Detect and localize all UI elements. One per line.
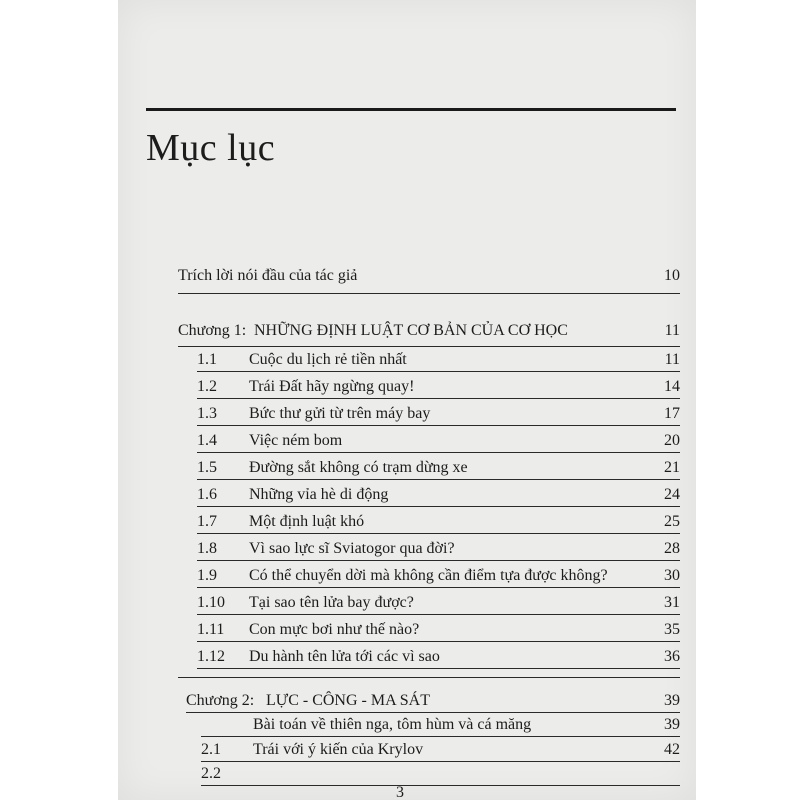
toc-entry-title: Bức thư gửi từ trên máy bay <box>249 405 431 422</box>
toc-entry <box>197 402 680 426</box>
toc-entry-number: 1.5 <box>197 459 217 476</box>
separator-line <box>197 398 680 399</box>
toc-entry <box>197 564 680 588</box>
toc-entry-number: 1.4 <box>197 432 217 449</box>
chapter-title: NHỮNG ĐỊNH LUẬT CƠ BẢN CỦA CƠ HỌC <box>254 322 568 339</box>
toc-entry-number: 1.3 <box>197 405 217 422</box>
toc-entry <box>197 483 680 507</box>
separator-line <box>178 677 680 678</box>
toc-entry-title: Có thể chuyển dời mà không cần điểm tựa được không? <box>249 567 608 584</box>
toc-entry-number: 1.9 <box>197 567 217 584</box>
toc-entry-number: 2.1 <box>201 741 221 758</box>
toc-entry-page: 20 <box>664 432 680 449</box>
toc-entry-title: Trích lời nói đầu của tác giả <box>178 267 358 284</box>
toc-entry-page: 11 <box>664 351 680 368</box>
page-number: 3 <box>396 784 404 801</box>
toc-entry <box>197 348 680 372</box>
toc-chapter-2 <box>186 689 680 713</box>
toc-entry <box>197 537 680 561</box>
separator-line <box>201 736 680 737</box>
toc-entry-number: 1.7 <box>197 513 217 530</box>
bleed-through-text <box>118 0 696 800</box>
page-title: Mục lục <box>146 127 276 169</box>
toc-entry-title: Con mực bơi như thế nào? <box>249 621 420 638</box>
toc-entry-page: 28 <box>664 540 680 557</box>
separator-line <box>197 641 680 642</box>
toc-entry-title: Một định luật khó <box>249 513 365 530</box>
toc-entry-number: 1.6 <box>197 486 217 503</box>
separator-line <box>197 587 680 588</box>
chapter-title: LỰC - CÔNG - MA SÁT <box>266 692 430 709</box>
toc-entry-page: 35 <box>664 621 680 638</box>
separator-line <box>197 452 680 453</box>
separator-line <box>197 479 680 480</box>
separator-line <box>197 506 680 507</box>
toc-entry-title: Đường sắt không có trạm dừng xe <box>249 459 468 476</box>
toc-entry <box>197 645 680 669</box>
toc-entry-page: 31 <box>664 594 680 611</box>
toc-entry-number: 2.2 <box>201 765 221 782</box>
toc-entry-foreword <box>178 264 680 288</box>
chapter-label: Chương 2: <box>186 692 255 709</box>
toc-entry <box>197 591 680 615</box>
book-page <box>118 0 696 800</box>
separator-line <box>197 560 680 561</box>
toc-entry <box>197 375 680 399</box>
chapter-page: 11 <box>664 322 680 339</box>
toc-entry <box>197 429 680 453</box>
separator-line <box>197 668 680 669</box>
toc-entry-title: Những vỉa hè di động <box>249 486 389 503</box>
toc-entry <box>201 738 680 762</box>
header-rule <box>146 108 676 111</box>
toc-entry-title: Vì sao lực sĩ Sviatogor qua đời? <box>249 540 455 557</box>
toc-entry-number: 1.11 <box>197 621 225 638</box>
toc-entry-title: Bài toán về thiên nga, tôm hùm và cá măng <box>253 716 532 733</box>
chapter-label: Chương 1: <box>178 322 247 339</box>
toc-entry <box>201 713 680 737</box>
separator-line <box>197 614 680 615</box>
toc-entry-page: 25 <box>664 513 680 530</box>
toc-entry-page: 42 <box>664 741 680 758</box>
toc-chapter-1 <box>178 319 680 343</box>
toc-entry-number: 1.1 <box>197 351 217 368</box>
toc-entry-page: 30 <box>664 567 680 584</box>
separator-line <box>197 533 680 534</box>
toc-entry-page: 21 <box>664 459 680 476</box>
toc-entry-number: 1.8 <box>197 540 217 557</box>
toc-entry-title: Du hành tên lửa tới các vì sao <box>249 648 440 665</box>
toc-entry <box>197 456 680 480</box>
separator-line <box>178 293 680 294</box>
separator-line <box>197 371 680 372</box>
separator-line <box>197 425 680 426</box>
toc-entry-page: 14 <box>664 378 680 395</box>
chapter-page: 39 <box>664 692 680 709</box>
toc-entry <box>201 762 680 786</box>
toc-entry-title: Trái Đất hãy ngừng quay! <box>249 378 415 395</box>
toc-entry <box>197 510 680 534</box>
toc-entry-page: 10 <box>664 267 680 284</box>
toc-entry-page: 17 <box>664 405 680 422</box>
toc-entry <box>197 618 680 642</box>
toc-entry-page: 24 <box>664 486 680 503</box>
toc-entry-number: 1.10 <box>197 594 225 611</box>
toc-entry-title: Tại sao tên lửa bay được? <box>249 594 414 611</box>
toc-entry-number: 1.12 <box>197 648 225 665</box>
toc-entry-page: 39 <box>664 716 680 733</box>
toc-entry-title: Trái với ý kiến của Krylov <box>253 741 424 758</box>
toc-entry-title: Cuộc du lịch rẻ tiền nhất <box>249 351 407 368</box>
toc-entry-page: 36 <box>664 648 680 665</box>
toc-entry-number: 1.2 <box>197 378 217 395</box>
toc-entry-title: Việc ném bom <box>249 432 343 449</box>
separator-line <box>178 346 680 347</box>
